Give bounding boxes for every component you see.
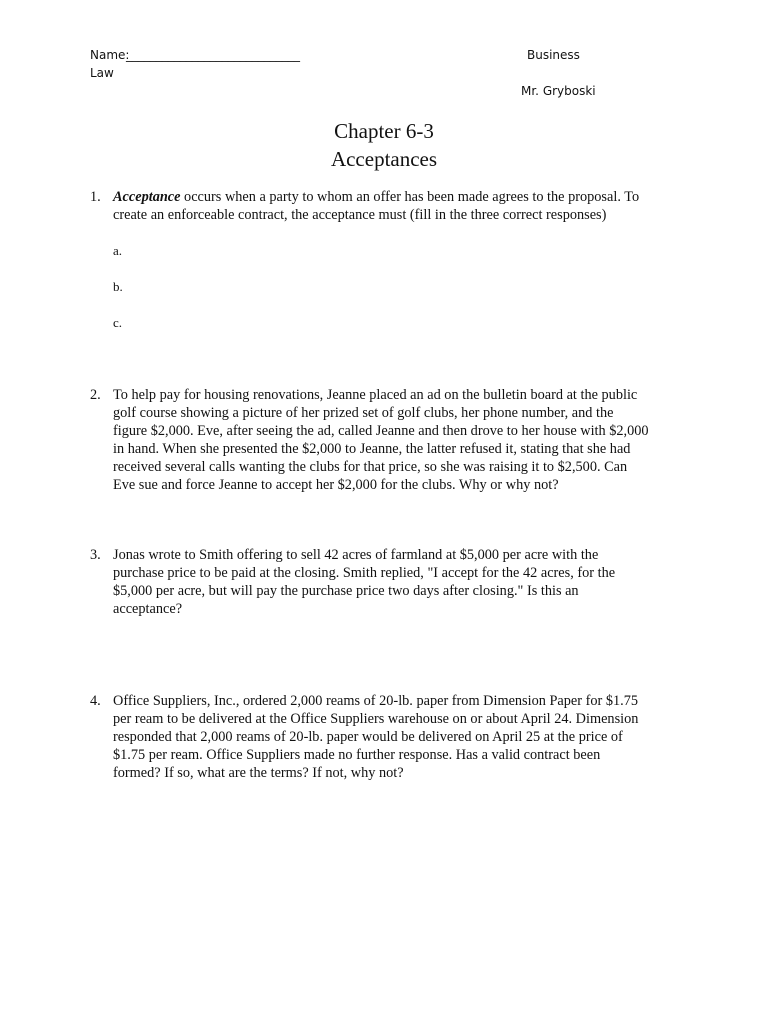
name-label: Name: <box>90 48 130 62</box>
question-line: purchase price to be paid at the closing. Smith replied, "I accept for the 42 acres, for the <box>113 565 616 581</box>
question-line: create an enforceable contract, the acceptance must (fill in the three correct responses) <box>113 207 607 223</box>
question-line: figure $2,000. Eve, after seeing the ad, called Jeanne and then drove to her house with $2,000 <box>113 423 649 439</box>
question-line: Eve sue and force Jeanne to accept her $2,000 for the clubs. Why or why not? <box>113 477 559 493</box>
answer-item-a: a. <box>113 243 123 258</box>
question-line: formed? If so, what are the terms? If not, why not? <box>113 765 404 781</box>
keyword-acceptance: Acceptance <box>113 189 181 205</box>
question-number: 1. <box>90 189 101 205</box>
question-text <box>113 386 693 494</box>
question-line <box>113 188 693 206</box>
answer-item-b: b. <box>113 279 123 294</box>
question-line: golf course showing a picture of her prized set of golf clubs, her phone number, and the <box>113 405 614 421</box>
question-number: 2. <box>90 387 101 403</box>
question-line: per ream to be delivered at the Office Suppliers warehouse on or about April 24. Dimension <box>113 711 639 727</box>
question-line: acceptance? <box>113 601 183 617</box>
question-text <box>113 546 693 618</box>
question-text <box>113 188 693 224</box>
question-line: $5,000 per acre, but will pay the purchase price two days after closing." Is this an <box>113 583 579 599</box>
course-name-part1: Business <box>527 48 580 62</box>
question-line-text: occurs when a party to whom an offer has been made agrees to the proposal. To <box>180 189 640 205</box>
question-line: Jonas wrote to Smith offering to sell 42 acres of farmland at $5,000 per acre with the <box>113 547 599 563</box>
teacher-name: Mr. Gryboski <box>521 84 596 98</box>
question-number: 3. <box>90 547 101 563</box>
question-line: in hand. When she presented the $2,000 to Jeanne, the latter refused it, stating that she had <box>113 441 631 457</box>
question-line: received several calls wanting the clubs for that price, so she was raising it to $2,500. Can <box>113 459 628 475</box>
question-number: 4. <box>90 693 101 709</box>
question-line: To help pay for housing renovations, Jeanne placed an ad on the bulletin board at the public <box>113 387 638 403</box>
name-blank-line: _____________________________ <box>126 48 300 62</box>
section-title: Acceptances <box>330 147 438 171</box>
question-line: responded that 2,000 reams of 20-lb. paper would be delivered on April 25 at the price of <box>113 729 623 745</box>
answer-item-c: c. <box>113 315 123 330</box>
question-line: $1.75 per ream. Office Suppliers made no further response. Has a valid contract been <box>113 747 601 763</box>
question-text <box>113 692 693 782</box>
chapter-title: Chapter 6-3 <box>334 119 434 143</box>
question-line: Office Suppliers, Inc., ordered 2,000 reams of 20-lb. paper from Dimension Paper for $1.75 <box>113 693 639 709</box>
course-name-part2: Law <box>90 66 114 80</box>
